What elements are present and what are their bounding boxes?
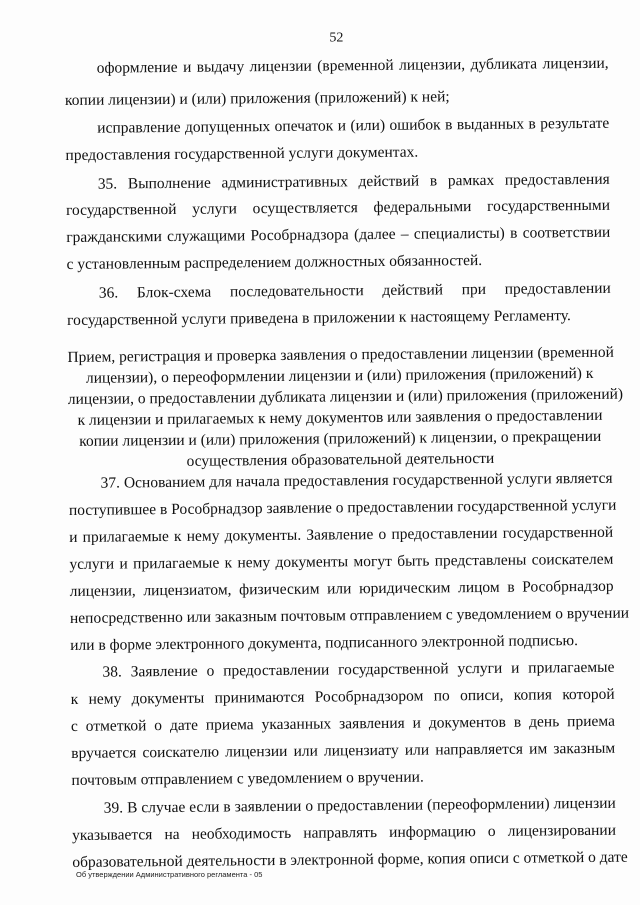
text-line: 37. Основанием для начала предоставления государственной услуги является [100, 469, 613, 492]
text-line: гражданскими служащими Рособрнадзора (далее – специалисты) в соответствии [66, 223, 611, 246]
text-line: предоставления государственной услуги документах. [65, 143, 419, 164]
text-line: копии лицензии) и (или) приложения (приложений) к ней; [64, 88, 450, 109]
text-line: и прилагаемые к нему документы. Заявление о предоставлении государственной [69, 523, 614, 546]
text-line: образовательной деятельности в электронной форме, копия описи с отметкой о дате [72, 848, 628, 871]
text-line: государственной услуги приведена в приложении к настоящему Регламенту. [66, 307, 571, 329]
text-line: государственной услуги осуществляется федеральными государственными [65, 196, 611, 219]
text-line: Прием, регистрация и проверка заявления о предоставлении лицензии (временной [67, 343, 614, 366]
text-line: 36. Блок-схема последовательности действий при предоставлении [98, 279, 611, 302]
text-line: лицензии, о предоставлении дубликата лицензии и (или) приложения (приложений) [67, 385, 624, 408]
text-line: поступившее в Рособрнадзор заявление о предоставлении государственной услуги [68, 496, 617, 519]
page-number: 52 [329, 30, 344, 46]
text-line: лицензии), о переоформлении лицензии и (или) приложения (приложений) к [85, 364, 594, 387]
text-line: копии лицензии и (или) приложения (приложений) к лицензии, о прекращении [79, 427, 602, 450]
text-line: 39. В случае если в заявлении о предоставлении (переоформлении) лицензии [103, 794, 616, 817]
text-line: 35. Выполнение административных действий в рамках предоставления [97, 170, 610, 193]
text-line: с отметкой о дате приема указанных заявления и документов в день приема [70, 712, 616, 735]
text-line: оформление и выдачу лицензии (временной лицензии, дубликата лицензии, [96, 54, 609, 77]
text-line: непосредственно или заказным почтовым отправлением с уведомлением о вручении [69, 604, 630, 627]
text-line: вручается соискателю лицензии или лицензиату или направляется им заказным [71, 739, 616, 762]
text-line: с установленным распределением должностных обязанностей. [66, 251, 483, 273]
text-line: услуги и прилагаемые к нему документы могут быть представлены соискателем [69, 550, 614, 573]
text-line: или в форме электронного документа, подписанного электронной подписью. [70, 632, 579, 654]
text-line: 38. Заявление о предоставлении государственной услуги и прилагаемые [102, 658, 615, 681]
text-line: почтовым отправлением с уведомлением о вручении. [71, 768, 424, 789]
text-line: к нему документы принимаются Рособрнадзором по описи, копия которой [70, 685, 615, 708]
text-line: исправление допущенных опечаток и (или) ошибок в выданных в результате [97, 114, 610, 137]
text-line: лицензии, лицензиатом, физическим или юридическим лицом в Рособрнадзор [69, 577, 614, 600]
text-line: указывается на необходимость направлять информацию о лицензировании [71, 821, 617, 844]
text-line: осуществления образовательной деятельности [186, 449, 495, 470]
footer-note: Об утверждении Административного регламента - 05 [76, 870, 263, 879]
text-line: к лицензии и прилагаемых к нему документов или заявления о предоставлении [77, 406, 603, 429]
